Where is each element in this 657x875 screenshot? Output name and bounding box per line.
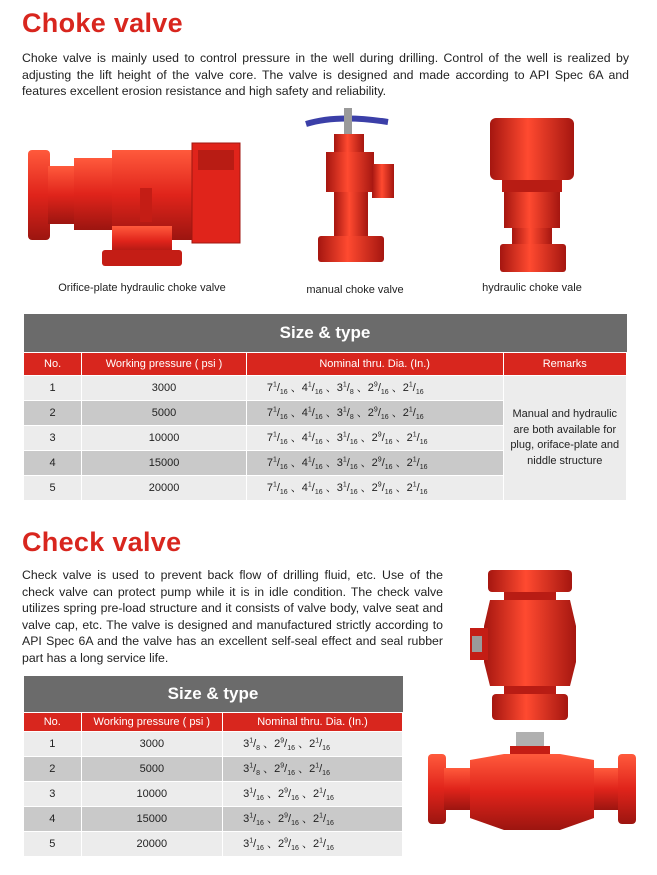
choke-valve-description: Choke valve is mainly used to control pressure in the well during drilling. Control of the well is realized by adjusting the lift height of the valve core. The valve is designed and made according to API Spec 6A and features excellent erosion resistance and high safety and reliability.	[22, 51, 629, 98]
cell-dia: $3^1/_8$ 、$2^9/_{16}$ 、$2^1/_{16}$	[223, 757, 403, 782]
cell-dia: $3^1/_8$ 、$2^9/_{16}$ 、$2^1/_{16}$	[223, 732, 403, 757]
cell-no: 2	[24, 757, 82, 782]
table-title: Size & type	[24, 314, 627, 353]
hydraulic-choke-valve-image	[482, 108, 582, 276]
check-size-type-table	[23, 676, 403, 857]
table-row	[24, 832, 403, 857]
cell-no: 3	[24, 426, 82, 451]
cell-no: 5	[24, 832, 82, 857]
table-row	[24, 376, 627, 401]
caption-hydraulic-choke: hydraulic choke vale	[482, 282, 582, 294]
remarks-cell: Manual and hydraulic are both available for plug, oriface-plate and niddle structure	[503, 376, 627, 501]
col-header-pressure: Working pressure ( psi )	[81, 713, 222, 732]
cell-pressure: 15000	[81, 807, 222, 832]
col-header-no: No.	[24, 713, 82, 732]
cell-pressure: 10000	[82, 426, 247, 451]
cell-pressure: 20000	[81, 832, 222, 857]
check-valve-vertical-image	[468, 566, 580, 724]
table-row	[24, 732, 403, 757]
cell-no: 2	[24, 401, 82, 426]
cell-pressure: 15000	[82, 451, 247, 476]
cell-dia: $7^1/_{16}$ 、$4^1/_{16}$ 、$3^1/_8$ 、$2^9/_{16}$ 、$2^1/_{16}$	[246, 401, 503, 426]
cell-pressure: 3000	[82, 376, 247, 401]
col-header-dia: Nominal thru. Dia. (In.)	[246, 353, 503, 376]
col-header-remarks: Remarks	[503, 353, 627, 376]
choke-size-type-table	[23, 314, 627, 501]
cell-dia: $7^1/_{16}$ 、$4^1/_{16}$ 、$3^1/_8$ 、$2^9/_{16}$ 、$2^1/_{16}$	[246, 376, 503, 401]
cell-pressure: 5000	[82, 401, 247, 426]
col-header-no: No.	[24, 353, 82, 376]
table-row	[24, 757, 403, 782]
cell-no: 5	[24, 476, 82, 501]
check-valve-description: Check valve is used to prevent back flow of drilling fluid, etc. Use of the check valve can protect pump while it is in idle condition. The check valve utilizes spring pre-load structure and it consists of valve body, valve seat and valve cap, etc. The valve is designed and manufactured strictly according to API Spec 6A and the valve has an excellent self-seal effect and seal rubber part has a long service life.	[22, 568, 443, 665]
cell-pressure: 10000	[81, 782, 222, 807]
table-title: Size & type	[24, 676, 403, 713]
cell-dia: $7^1/_{16}$ 、$4^1/_{16}$ 、$3^1/_{16}$ 、$2^9/_{16}$ 、$2^1/_{16}$	[246, 426, 503, 451]
cell-no: 1	[24, 376, 82, 401]
table-row	[24, 782, 403, 807]
caption-orifice-plate: Orifice-plate hydraulic choke valve	[58, 282, 226, 294]
cell-no: 1	[24, 732, 82, 757]
cell-pressure: 3000	[81, 732, 222, 757]
check-valve-title: Check valve	[22, 527, 182, 557]
cell-dia: $3^1/_{16}$ 、$2^9/_{16}$ 、$2^1/_{16}$	[223, 782, 403, 807]
cell-dia: $7^1/_{16}$ 、$4^1/_{16}$ 、$3^1/_{16}$ 、$2^9/_{16}$ 、$2^1/_{16}$	[246, 476, 503, 501]
manual-choke-valve-image	[298, 106, 408, 274]
cell-no: 4	[24, 807, 82, 832]
cell-no: 3	[24, 782, 82, 807]
table-row	[24, 807, 403, 832]
choke-valve-title: Choke valve	[22, 8, 183, 38]
cell-no: 4	[24, 451, 82, 476]
cell-pressure: 20000	[82, 476, 247, 501]
col-header-dia: Nominal thru. Dia. (In.)	[223, 713, 403, 732]
cell-pressure: 5000	[81, 757, 222, 782]
check-valve-horizontal-image	[426, 730, 638, 842]
cell-dia: $3^1/_{16}$ 、$2^9/_{16}$ 、$2^1/_{16}$	[223, 832, 403, 857]
cell-dia: $3^1/_{16}$ 、$2^9/_{16}$ 、$2^1/_{16}$	[223, 807, 403, 832]
orifice-plate-choke-valve-image	[22, 138, 250, 274]
col-header-pressure: Working pressure ( psi )	[82, 353, 247, 376]
caption-manual-choke: manual choke valve	[306, 284, 404, 296]
cell-dia: $7^1/_{16}$ 、$4^1/_{16}$ 、$3^1/_{16}$ 、$2^9/_{16}$ 、$2^1/_{16}$	[246, 451, 503, 476]
